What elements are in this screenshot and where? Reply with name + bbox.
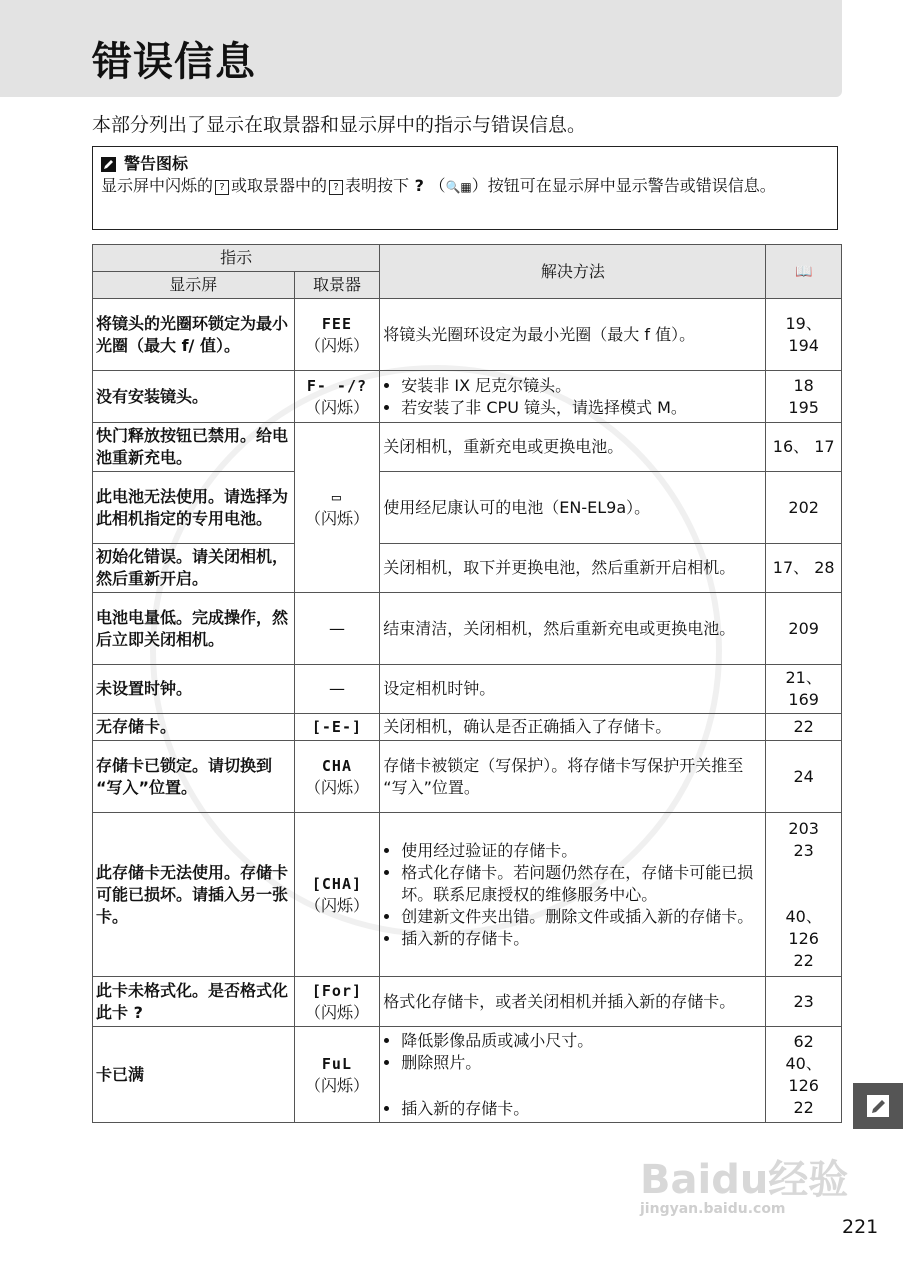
table-row: 初始化错误。请关闭相机，然后重新开启。 关闭相机，取下并更换电池，然后重新开启相机。 17、 28 <box>93 544 842 593</box>
table-row: 将镜头的光圈环锁定为最小光圈（最大 f/ 值）。 FEE （闪烁） 将镜头光圈环设定为最小光圈（最大 f 值）。 19、 194 <box>93 299 842 371</box>
table-row: 卡已满 FuL （闪烁） • 降低影像品质或减小尺寸。 • 删除照片。 • 插入新的存储卡。 62 40、 126 22 <box>93 1027 842 1123</box>
table-row: 此存储卡无法使用。存储卡可能已损坏。请插入另一张卡。 [CHA] （闪烁） • 使用经过验证的存储卡。 • 格式化存储卡。若问题仍然存在，存储卡可能已损坏。联系尼康授权的维修服务中心。 • 创建新文件夹出错。删除文件或插入新的存储卡。 • 插入新的存储卡。 203 23 40、 126 22 <box>93 813 842 977</box>
header-solution: 解决方法 <box>380 245 766 299</box>
note-heading <box>101 153 829 175</box>
table-row: 电池电量低。完成操作，然后立即关闭相机。 — 结束清洁，关闭相机，然后重新充电或更换电池。 209 <box>93 593 842 665</box>
section-tab <box>853 1083 903 1129</box>
watermark-url: jingyan.baidu.com <box>640 1201 786 1217</box>
table-row: 没有安装镜头。 F- -/? （闪烁） • 安装非 IX 尼克尔镜头。 • 若安装了非 CPU 镜头，请选择模式 M。 18 195 <box>93 371 842 423</box>
error-table <box>92 244 842 1123</box>
book-icon: 📖 <box>794 264 813 280</box>
watermark-brand: Baidu经验 <box>640 1157 849 1203</box>
header-page <box>766 245 842 299</box>
title-band <box>0 0 842 97</box>
page-title: 错误信息 <box>92 39 256 85</box>
zoom-out-icon: 🔍▦ <box>445 180 472 194</box>
question-icon: ? <box>329 180 343 195</box>
battery-icon: ▭ <box>331 487 342 506</box>
warning-note <box>92 146 838 230</box>
pencil-icon <box>101 157 116 172</box>
table-row: 快门释放按钮已禁用。给电池重新充电。 ▭ （闪烁） 关闭相机，重新充电或更换电池。 16、 17 <box>93 423 842 472</box>
intro-text: 本部分列出了显示在取景器和显示屏中的指示与错误信息。 <box>92 114 587 136</box>
table-row: 未设置时钟。 — 设定相机时钟。 21、 169 <box>93 665 842 714</box>
note-heading-text: 警告图标 <box>124 154 189 173</box>
table-row: 此电池无法使用。请选择为此相机指定的专用电池。 使用经尼康认可的电池（EN-EL9a）。 202 <box>93 472 842 544</box>
baidu-watermark <box>640 1148 850 1218</box>
table-row: 此卡未格式化。是否格式化此卡 ? [For] （闪烁） 格式化存储卡，或者关闭相机并插入新的存储卡。 23 <box>93 977 842 1027</box>
header-indicator: 指示 <box>93 245 380 272</box>
header-display: 显示屏 <box>93 272 295 299</box>
page-number: 221 <box>842 1216 879 1238</box>
table-row: 无存储卡。 [-E-] 关闭相机，确认是否正确插入了存储卡。 22 <box>93 714 842 741</box>
header-viewfinder: 取景器 <box>294 272 380 299</box>
question-icon: ? <box>215 180 229 195</box>
pencil-icon <box>867 1095 889 1117</box>
table-row: 存储卡已锁定。请切换到 “写入”位置。 CHA （闪烁） 存储卡被锁定（写保护）。将存储卡写保护开关推至 “写入”位置。 24 <box>93 741 842 813</box>
note-body: 显示屏中闪烁的 ? 或取景器中的 ? 表明按下 ? （🔍▦）按钮可在显示屏中显示警告或错误信息。 <box>101 176 776 195</box>
